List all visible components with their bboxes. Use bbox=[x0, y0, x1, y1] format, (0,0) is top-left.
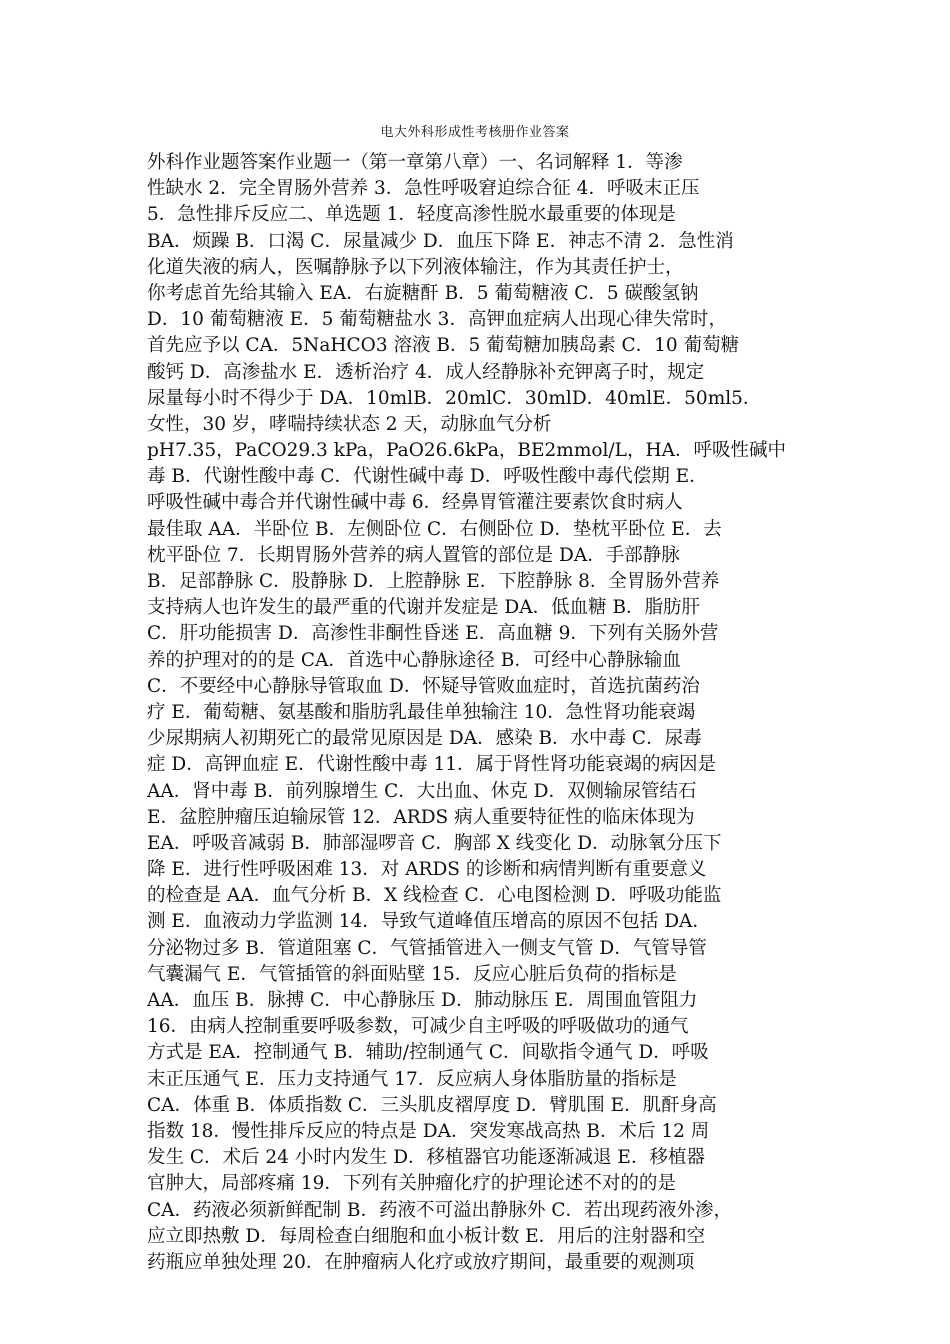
text-line: C．肝功能损害 D．高渗性非酮性昏迷 E．高血糖 9．下列有关肠外营 bbox=[147, 623, 719, 645]
text-line: 降 E．进行性呼吸困难 13．对 ARDS 的诊断和病情判断有重要意义 bbox=[147, 859, 707, 881]
text-line: 养的护理对的的是 CA．首选中心静脉途径 B．可经中心静脉输血 bbox=[147, 649, 681, 671]
text-line: B．足部静脉 C．股静脉 D．上腔静脉 E．下腔静脉 8．全胃肠外营养 bbox=[147, 571, 720, 592]
text-line: AA．肾中毒 B．前列腺增生 C．大出血、休克 D．双侧输尿管结石 bbox=[147, 780, 697, 802]
text-line: pH7.35，PaCO29.3 kPa，PaO26.6kPa，BE2mmol/L，HA．呼吸性碱中 bbox=[147, 440, 786, 462]
text-line: 女性，30 岁，哮喘持续状态 2 天，动脉血气分析 bbox=[147, 413, 552, 435]
text-line: 分泌物过多 B．管道阻塞 C．气管插管进入一侧支气管 D．气管导管 bbox=[147, 937, 707, 959]
text-line: 16．由病人控制重要呼吸参数，可减少自主呼吸的呼吸做功的通气 bbox=[147, 1016, 689, 1038]
text-line: 毒 B．代谢性酸中毒 C．代谢性碱中毒 D．呼吸性酸中毒代偿期 E． bbox=[147, 466, 708, 488]
text-line: 首先应予以 CA．5NaHCO3 溶液 B．5 葡萄糖加胰岛素 C．10 葡萄糖 bbox=[147, 335, 740, 357]
text-line: CA．体重 B．体质指数 C．三头肌皮褶厚度 D．臂肌围 E．肌酐身高 bbox=[147, 1094, 717, 1116]
text-line: 疗 E．葡萄糖、氨基酸和脂肪乳最佳单独输注 10．急性肾功能衰竭 bbox=[147, 701, 696, 723]
text-line: CA．药液必须新鲜配制 B．药液不可溢出静脉外 C．若出现药液外渗， bbox=[147, 1199, 733, 1221]
text-line: 指数 18．慢性排斥反应的特点是 DA．突发寒战高热 B．术后 12 周 bbox=[147, 1120, 710, 1142]
text-line: E．盆腔肿瘤压迫输尿管 12．ARDS 病人重要特征性的临床体现为 bbox=[147, 806, 695, 828]
text-line: 少尿期病人初期死亡的最常见原因是 DA．感染 B．水中毒 C．尿毒 bbox=[147, 728, 702, 750]
text-line: 外科作业题答案作业题一（第一章第八章）一、名词解释 1．等渗 bbox=[147, 152, 683, 173]
text-line: 末正压通气 E．压力支持通气 17．反应病人身体脂肪量的指标是 bbox=[147, 1068, 677, 1090]
text-line: 化道失液的病人，医嘱静脉予以下列液体输注，作为其责任护士， bbox=[147, 256, 684, 278]
text-line: 5．急性排斥反应二、单选题 1．轻度高渗性脱水最重要的体现是 bbox=[147, 204, 676, 226]
document-body bbox=[147, 150, 827, 1276]
text-line: BA．烦躁 B．口渴 C．尿量减少 D．血压下降 E．神志不清 2．急性消 bbox=[147, 230, 734, 252]
text-line: 应立即热敷 D．每周检查白细胞和血小板计数 E．用后的注射器和空 bbox=[147, 1225, 706, 1247]
text-line: C．不要经中心静脉导管取血 D．怀疑导管败血症时，首选抗菌药治 bbox=[147, 675, 700, 697]
document-title: 电大外科形成性考核册作业答案 bbox=[380, 125, 570, 140]
text-line: 尿量每小时不得少于 DA．10mlB．20mlC．30mlD．40mlE．50ml5． bbox=[147, 387, 762, 409]
text-line: 药瓶应单独处理 20．在肿瘤病人化疗或放疗期间，最重要的观测项 bbox=[147, 1251, 695, 1273]
text-line: 发生 C．术后 24 小时内发生 D．移植器官功能逐渐减退 E．移植器 bbox=[147, 1147, 705, 1169]
text-line: 官肿大，局部疼痛 19．下列有关肿瘤化疗的护理论述不对的的是 bbox=[147, 1173, 676, 1195]
text-line: 症 D．高钾血症 E．代谢性酸中毒 11．属于肾性肾功能衰竭的病因是 bbox=[147, 754, 717, 776]
text-line: 酸钙 D．高渗盐水 E．透析治疗 4．成人经静脉补充钾离子时，规定 bbox=[147, 361, 705, 383]
text-line: AA．血压 B．脉搏 C．中心静脉压 D．肺动脉压 E．周围血管阻力 bbox=[147, 990, 698, 1011]
text-line: EA．呼吸音减弱 B．肺部湿啰音 C．胸部 X 线变化 D．动脉氧分压下 bbox=[147, 832, 722, 854]
text-line: 支持病人也许发生的最严重的代谢并发症是 DA．低血糖 B．脂肪肝 bbox=[147, 597, 701, 619]
text-line: 的检查是 AA．血气分析 B．X 线检查 C．心电图检测 D．呼吸功能监 bbox=[147, 885, 722, 907]
text-line: 枕平卧位 7．长期胃肠外营养的病人置管的部位是 DA．手部静脉 bbox=[147, 544, 680, 566]
text-line: 测 E．血液动力学监测 14．导致气道峰值压增高的原因不包括 DA． bbox=[147, 911, 711, 933]
text-line: 气囊漏气 E．气管插管的斜面贴壁 15．反应心脏后负荷的指标是 bbox=[147, 963, 677, 985]
text-line: D．10 葡萄糖液 E．5 葡萄糖盐水 3．高钾血症病人出现心律失常时， bbox=[147, 309, 727, 331]
text-line: 性缺水 2．完全胃肠外营养 3．急性呼吸窘迫综合征 4．呼吸末正压 bbox=[147, 178, 700, 200]
text-line: 最佳取 AA．半卧位 B．左侧卧位 C．右侧卧位 D．垫枕平卧位 E．去 bbox=[147, 518, 722, 540]
text-line: 你考虑首先给其输入 EA．右旋糖酐 B．5 葡萄糖液 C．5 碳酸氢钠 bbox=[147, 282, 699, 304]
text-line: 方式是 EA．控制通气 B．辅助/控制通气 C．间歇指令通气 D．呼吸 bbox=[147, 1042, 709, 1064]
text-line: 呼吸性碱中毒合并代谢性碱中毒 6．经鼻胃管灌注要素饮食时病人 bbox=[147, 492, 683, 514]
